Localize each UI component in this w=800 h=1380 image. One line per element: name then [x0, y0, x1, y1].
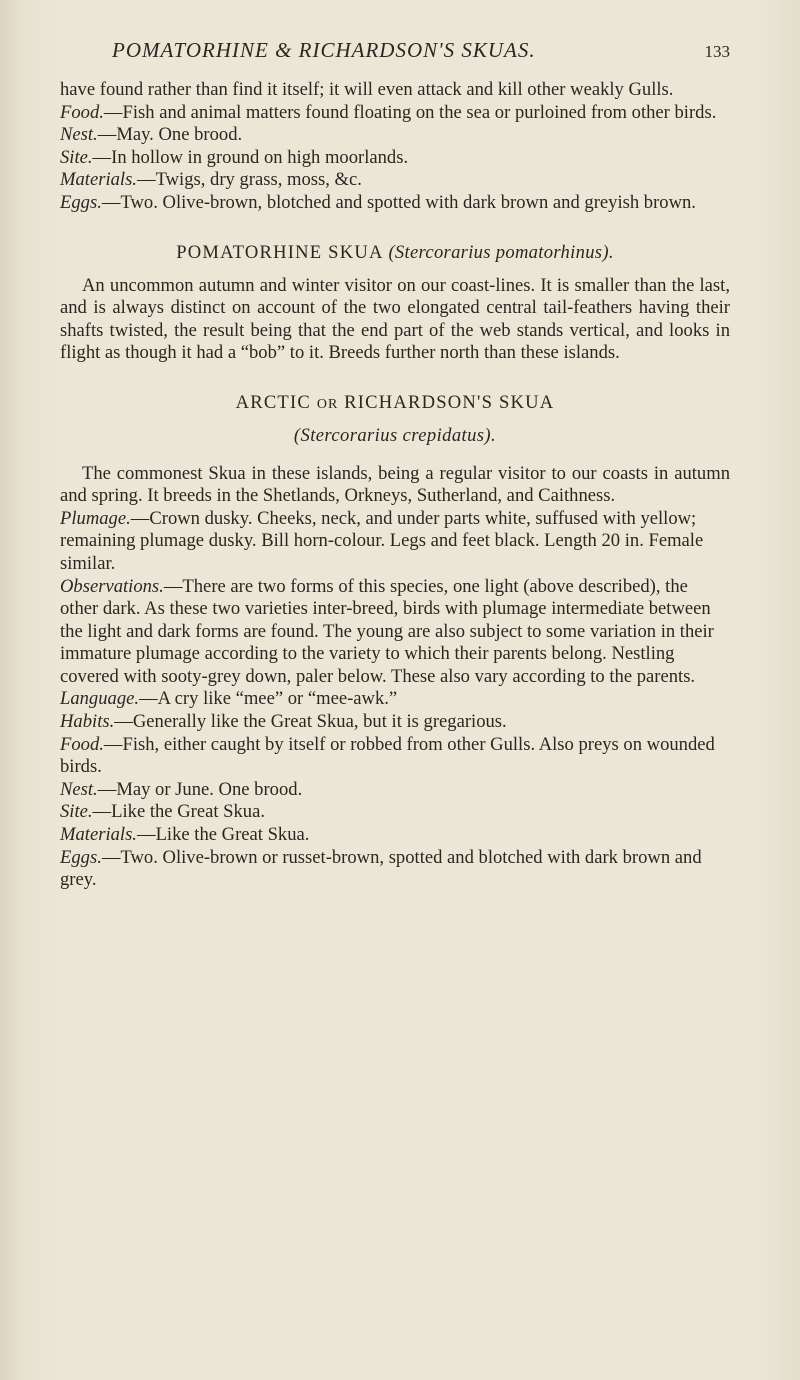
page-number: 133	[704, 42, 730, 61]
entry-text: —Crown dusky. Cheeks, neck, and under parts white, suffused with yellow; remaining plumage dusky. Bill horn-colour. Legs and feet black. Length 20 in. Female similar.	[60, 507, 704, 574]
arctic-heading	[60, 392, 730, 414]
entry-nest	[60, 124, 730, 147]
entry-text: —Two. Olive-brown or russet-brown, spotted and blotched with dark brown and grey.	[60, 846, 702, 891]
entry-site	[60, 801, 730, 824]
entry-text: —Like the Great Skua.	[92, 801, 265, 823]
scientific-name: (Stercorarius crepidatus).	[293, 424, 497, 446]
species-heading-name-alt: RICHARDSON'S SKUA	[344, 391, 555, 413]
entry-materials	[60, 824, 730, 847]
entry-text: —Like the Great Skua.	[136, 824, 310, 846]
heading-or: OR	[316, 396, 339, 412]
entry-text: —Fish and animal matters found floating on the sea or purloined from other birds.	[103, 101, 717, 123]
pomatorhine-description: An uncommon autumn and winter visitor on our coast-lines. It is smaller than the last, and is always distinct on account of the two elongated central tail-feathers having their shafts twisted, the result being that the end part of the web stands vertical, and looks in flight as though it had a “bob” to it. Breeds further north than these islands.	[60, 274, 730, 364]
entry-eggs	[60, 192, 730, 215]
entry-text: —In hollow in ground on high moorlands.	[92, 146, 409, 168]
entry-plumage	[60, 508, 730, 576]
entry-label: Nest.	[60, 124, 98, 146]
entry-language	[60, 688, 730, 711]
entry-text: —A cry like “mee” or “mee-awk.”	[139, 688, 398, 710]
entry-label: Site.	[60, 801, 93, 823]
entry-label: Nest.	[60, 778, 98, 800]
entry-label: Materials.	[60, 824, 137, 846]
arctic-section	[60, 392, 730, 892]
entry-label: Eggs.	[60, 846, 102, 868]
running-title: POMATORHINE & RICHARDSON'S SKUAS.	[112, 38, 536, 62]
entry-food	[60, 102, 730, 125]
entry-text: —Two. Olive-brown, blotched and spotted with dark brown and greyish brown.	[101, 191, 696, 213]
entry-text: —Generally like the Great Skua, but it is gregarious.	[114, 711, 507, 733]
entry-eggs	[60, 847, 730, 892]
entry-text: —There are two forms of this species, one light (above described), the other dark. As these two varieties inter-breed, birds with plumage intermediate between the light and dark forms are found. The young are also subject to some variation in their immature plumage according to the variety to which their parents belong. Nestling covered with sooty-grey down, paler below. These also vary according to the parents.	[60, 575, 714, 687]
entry-text: —Fish, either caught by itself or robbed from other Gulls. Also preys on wounded birds.	[60, 733, 715, 778]
entry-label: Food.	[60, 733, 104, 755]
entry-habits	[60, 711, 730, 734]
entry-label: Site.	[60, 146, 93, 168]
arctic-description: The commonest Skua in these islands, being a regular visitor to our coasts in autumn and spring. It breeds in the Shetlands, Orkneys, Sutherland, and Caithness.	[60, 462, 730, 507]
species-heading-name: POMATORHINE SKUA	[176, 241, 383, 263]
scientific-name: (Stercorarius pomatorhinus).	[388, 241, 614, 263]
entry-observations	[60, 576, 730, 689]
entry-label: Plumage.	[60, 507, 131, 529]
entry-label: Eggs.	[60, 191, 102, 213]
running-head	[60, 38, 730, 63]
entry-nest	[60, 779, 730, 802]
entry-label: Habits.	[60, 711, 115, 733]
entry-label: Language.	[60, 688, 140, 710]
entry-label: Food.	[60, 101, 104, 123]
continuation-section	[60, 79, 730, 215]
entry-label: Observations.	[60, 575, 164, 597]
entry-food	[60, 734, 730, 779]
entry-label: Materials.	[60, 169, 137, 191]
entry-text: —May. One brood.	[97, 124, 243, 146]
species-heading-name: ARCTIC	[235, 391, 311, 413]
entry-site	[60, 147, 730, 170]
entry-materials	[60, 169, 730, 192]
entry-text: —Twigs, dry grass, moss, &c.	[136, 169, 362, 191]
pomatorhine-heading	[60, 242, 730, 264]
pomatorhine-section	[60, 242, 730, 365]
entry-text: —May or June. One brood.	[97, 778, 303, 800]
continuation-paragraph: have found rather than find it itself; it will even attack and kill other weakly Gulls.	[60, 79, 674, 100]
